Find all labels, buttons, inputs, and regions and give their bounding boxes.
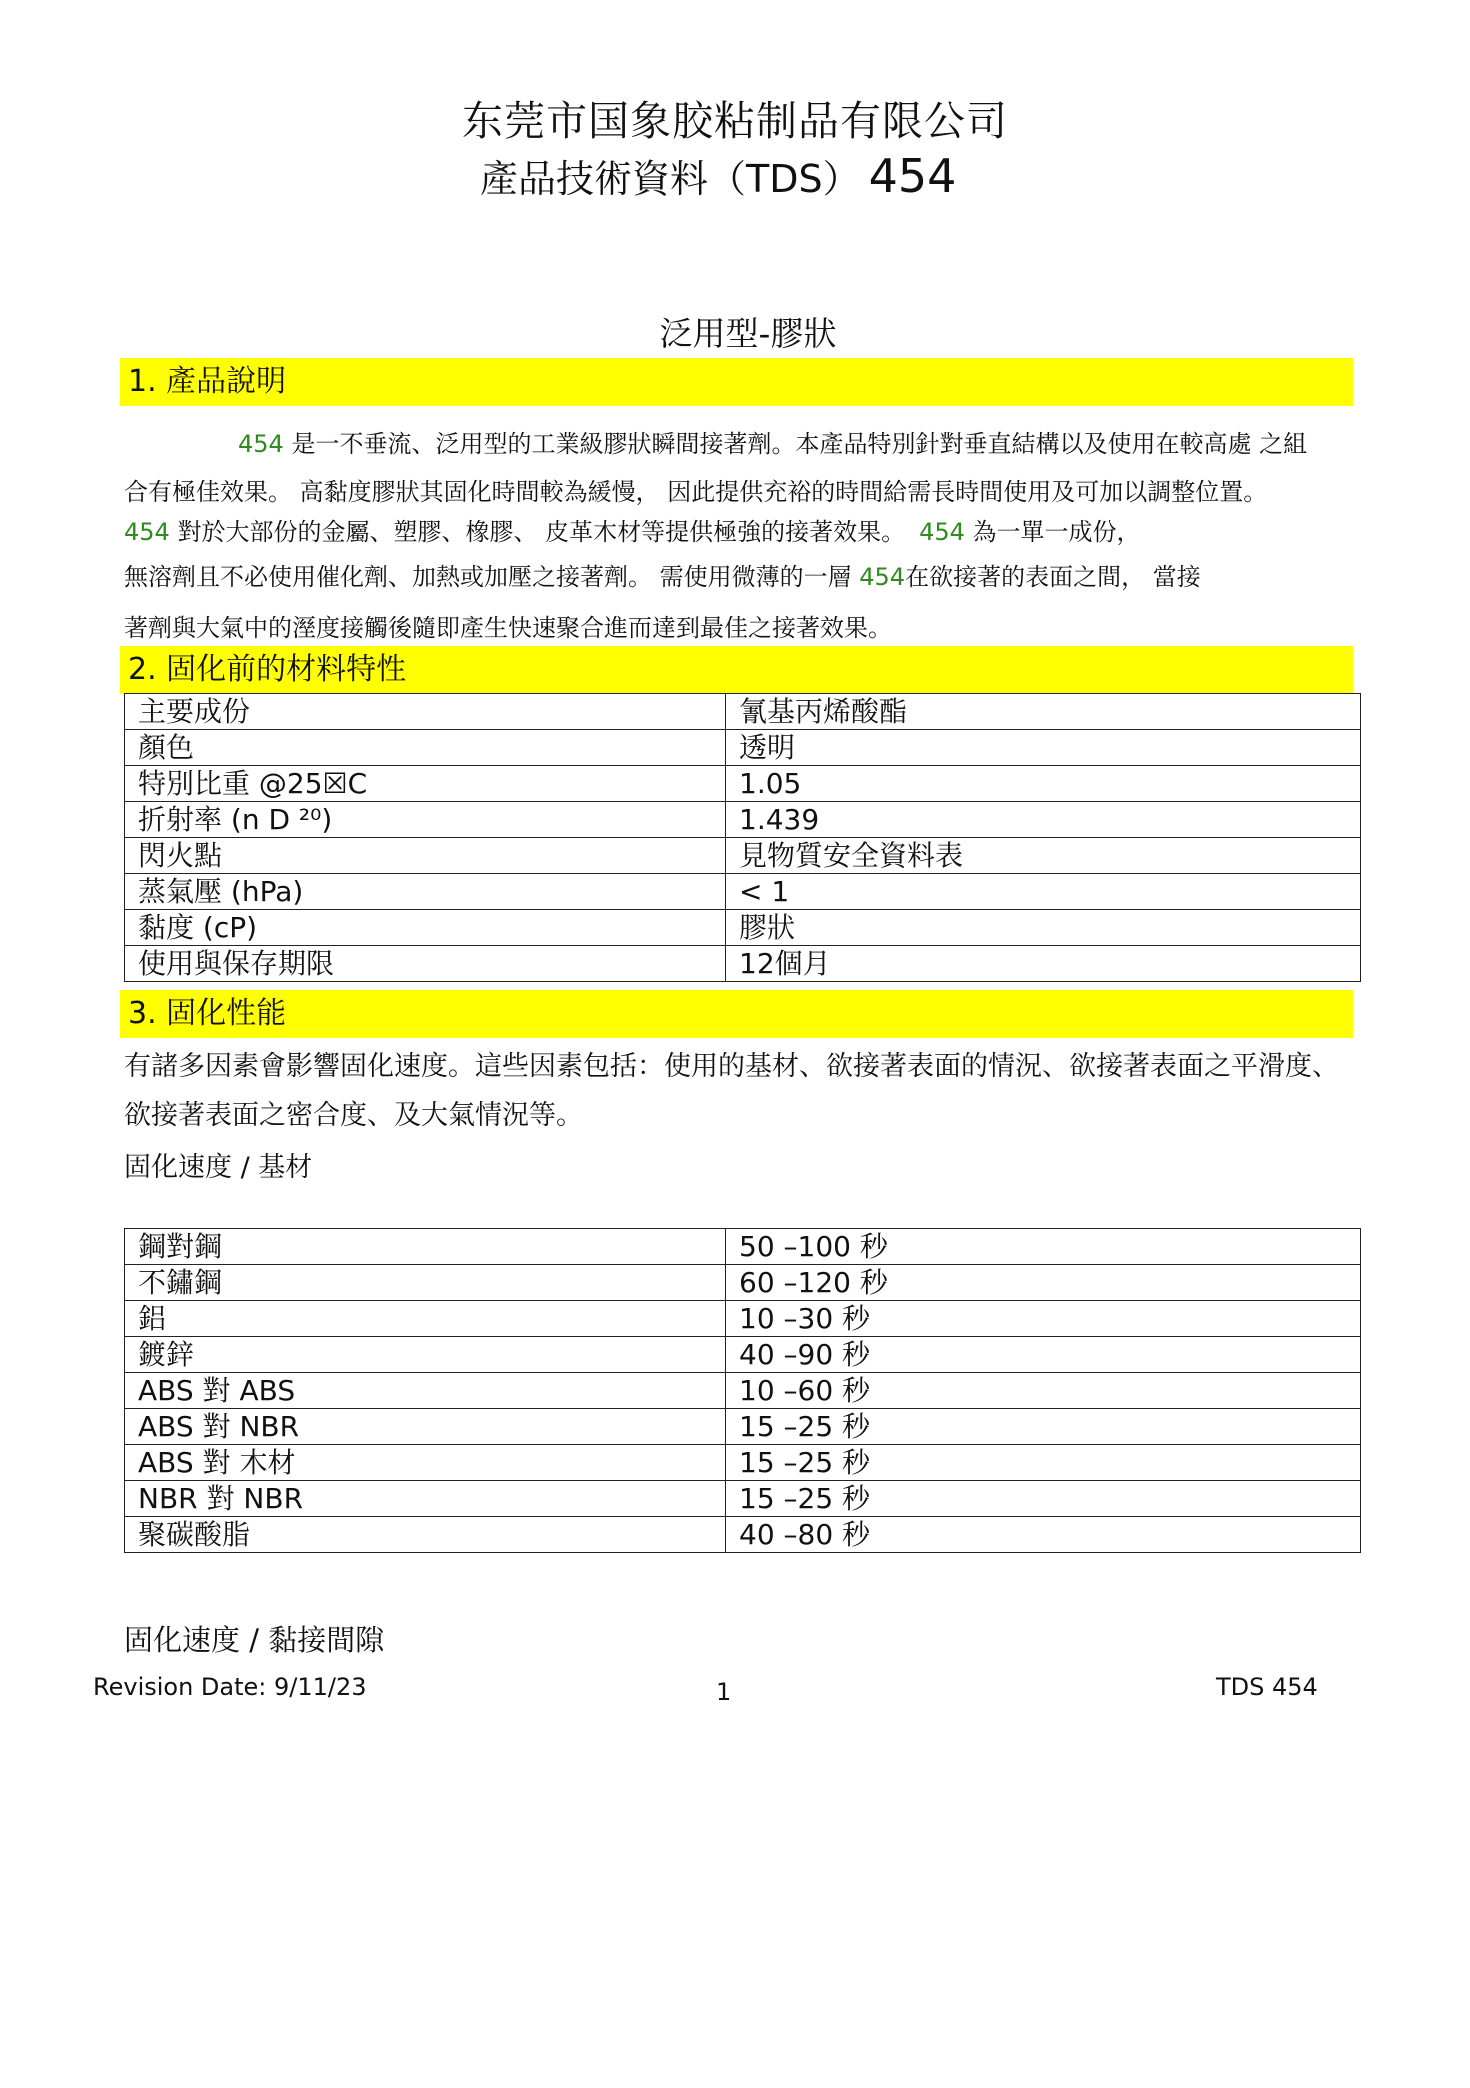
table-row <box>125 1301 1361 1337</box>
time-cell: 10 –60 秒 <box>726 1373 1361 1409</box>
value-cell: 膠狀 <box>726 910 1361 946</box>
table-row <box>125 1409 1361 1445</box>
section3-heading: 3. 固化性能 <box>120 990 1353 1038</box>
section1-line5: 著劑與大氣中的溼度接觸後隨即產生快速聚合進而達到最佳之接著效果。 <box>124 614 892 642</box>
table-row <box>125 1337 1361 1373</box>
substrate-cell: 鋁 <box>125 1301 726 1337</box>
property-cell: 黏度 (cP) <box>125 910 726 946</box>
time-cell: 10 –30 秒 <box>726 1301 1361 1337</box>
section1-line4 <box>124 557 1201 592</box>
substrate-cell: ABS 對 NBR <box>125 1409 726 1445</box>
product-code: 454 <box>919 518 965 546</box>
value-cell: 1.05 <box>726 766 1361 802</box>
substrate-cell: 鋼對鋼 <box>125 1229 726 1265</box>
revision-date: Revision Date: 9/11/23 <box>93 1673 367 1701</box>
substrate-cell: NBR 對 NBR <box>125 1481 726 1517</box>
document-id: TDS 454 <box>1216 1673 1318 1701</box>
value-cell: 透明 <box>726 730 1361 766</box>
table-row <box>125 766 1361 802</box>
property-cell: 蒸氣壓 (hPa) <box>125 874 726 910</box>
product-code: 454 <box>238 430 284 458</box>
page-number: 1 <box>716 1678 732 1706</box>
product-type-subtitle: 泛用型-膠狀 <box>659 314 837 353</box>
section1-line4-text-b: 在欲接著的表面之間， 當接 <box>905 563 1201 591</box>
property-cell: 顏色 <box>125 730 726 766</box>
table-row <box>125 1229 1361 1265</box>
section1-line3-text-b: 為一單一成份， <box>964 518 1141 546</box>
tds-number: 454 <box>868 149 957 203</box>
time-cell: 40 –90 秒 <box>726 1337 1361 1373</box>
time-cell: 15 –25 秒 <box>726 1445 1361 1481</box>
section1-line3 <box>124 512 1141 547</box>
section1-heading: 1. 產品說明 <box>120 358 1353 406</box>
product-code: 454 <box>859 563 906 591</box>
section1-line1-text: 是一不垂流、泛用型的工業級膠狀瞬間接著劑。本產品特別針對垂直結構以及使用在較高處 之組 <box>283 430 1308 458</box>
substrate-cell: ABS 對 ABS <box>125 1373 726 1409</box>
property-cell: 閃火點 <box>125 838 726 874</box>
table-row <box>125 1445 1361 1481</box>
substrate-cell: 不鏽鋼 <box>125 1265 726 1301</box>
time-cell: 60 –120 秒 <box>726 1265 1361 1301</box>
product-code: 454 <box>124 518 170 546</box>
table-row <box>125 1373 1361 1409</box>
section3-para2: 欲接著表面之密合度、及大氣情況等。 <box>124 1100 583 1131</box>
value-cell: 見物質安全資料表 <box>726 838 1361 874</box>
time-cell: 50 –100 秒 <box>726 1229 1361 1265</box>
property-cell: 折射率 (n D ²⁰) <box>125 802 726 838</box>
value-cell: 氰基丙烯酸酯 <box>726 694 1361 730</box>
table-row <box>125 874 1361 910</box>
substrate-cell: 鍍鋅 <box>125 1337 726 1373</box>
table-row <box>125 802 1361 838</box>
time-cell: 40 –80 秒 <box>726 1517 1361 1553</box>
table-row <box>125 730 1361 766</box>
time-cell: 15 –25 秒 <box>726 1409 1361 1445</box>
cure-speed-gap-label: 固化速度 / 黏接間隙 <box>124 1623 385 1657</box>
section3-para1: 有諸多因素會影響固化速度。這些因素包括：使用的基材、欲接著表面的情況、欲接著表面之平滑度、 <box>124 1051 1339 1082</box>
table-row <box>125 1517 1361 1553</box>
tds-title-text: 產品技術資料（TDS） <box>480 157 861 201</box>
table-row <box>125 838 1361 874</box>
table-row <box>125 1265 1361 1301</box>
company-name: 东莞市国象胶粘制品有限公司 <box>462 97 1008 145</box>
value-cell: 1.439 <box>726 802 1361 838</box>
table-row <box>125 1481 1361 1517</box>
material-properties-table <box>124 693 1361 982</box>
tds-title <box>480 148 956 203</box>
section1-line1 <box>238 424 1307 459</box>
value-cell: 12個月 <box>726 946 1361 982</box>
table-row <box>125 694 1361 730</box>
cure-speed-substrate-label: 固化速度 / 基材 <box>124 1152 313 1183</box>
section2-heading: 2. 固化前的材料特性 <box>120 646 1353 694</box>
property-cell: 特別比重 @25☒C <box>125 766 726 802</box>
section1-line3-text-a: 對於大部份的金屬、塑膠、橡膠、 皮革木材等提供極強的接著效果。 <box>169 518 906 546</box>
time-cell: 15 –25 秒 <box>726 1481 1361 1517</box>
property-cell: 使用與保存期限 <box>125 946 726 982</box>
substrate-cell: 聚碳酸脂 <box>125 1517 726 1553</box>
section1-line2: 合有極佳效果。 高黏度膠狀其固化時間較為緩慢， 因此提供充裕的時間給需長時間使用及可加以調整位置。 <box>124 478 1268 506</box>
section1-line4-text-a: 無溶劑且不必使用催化劑、加熱或加壓之接著劑。 需使用微薄的一層 <box>124 563 860 591</box>
cure-speed-table <box>124 1228 1361 1553</box>
value-cell: < 1 <box>726 874 1361 910</box>
table-row <box>125 946 1361 982</box>
substrate-cell: ABS 對 木材 <box>125 1445 726 1481</box>
table-row <box>125 910 1361 946</box>
property-cell: 主要成份 <box>125 694 726 730</box>
